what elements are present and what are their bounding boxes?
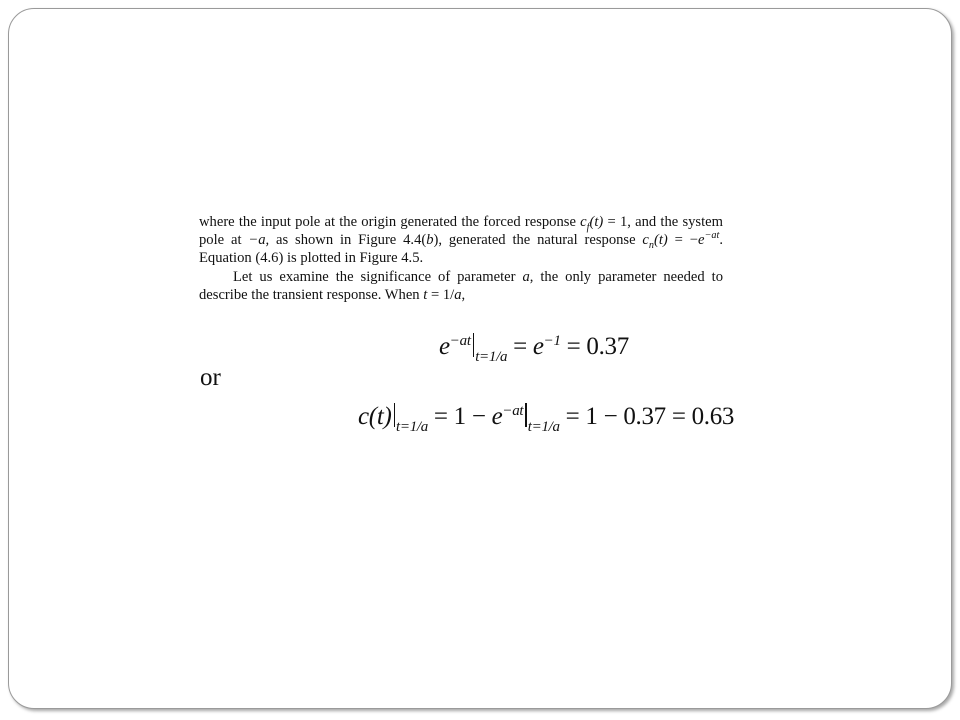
parameter-a: a (454, 286, 462, 303)
connector-word: or (200, 364, 221, 391)
evaluation-bar (394, 403, 396, 427)
text-run: , the only parameter needed to describe the transient response. When (199, 268, 724, 303)
equation-result: = 1 − 0.37 = 0.63 (559, 403, 735, 430)
excerpt-paragraph-2 (199, 268, 723, 304)
evaluation-point: t=1/a (475, 348, 508, 365)
text-run: where the input pole at the origin generated the forced response (199, 214, 581, 230)
equation-middle: = 1 − (427, 403, 492, 430)
excerpt-paragraph-1 (199, 213, 723, 268)
exponential-term: $e^{-at}$ (491, 403, 524, 430)
natural-response-symbol: $c_n(t)$ (642, 232, 668, 252)
evaluation-point: t=1/a (527, 418, 560, 435)
text-run: . Equation (4.6) is plotted in Figure 4.5. (199, 232, 723, 267)
textbook-excerpt (199, 213, 723, 304)
figure-part-label: b (426, 232, 434, 249)
evaluation-point: t=1/a (396, 418, 428, 435)
natural-response-exponential: $e^{-at}$ (697, 230, 720, 249)
text-run: = 1/ (427, 286, 455, 303)
text-run: , (461, 286, 466, 303)
evaluation-bar (525, 403, 527, 427)
evaluation-bar (473, 333, 475, 357)
parameter-a: a (522, 268, 530, 285)
exponential-value: $e^{-1}$ (532, 333, 561, 360)
forced-response-symbol: $c_f(t)$ (580, 214, 604, 233)
equation-result: = 0.37 (560, 333, 629, 360)
text-run: Let us examine the significance of parameter (233, 268, 523, 285)
text-run: = 1, and the system pole at (199, 214, 723, 249)
text-run: = − (667, 232, 698, 249)
equals-sign: = (507, 333, 533, 360)
equation-response-value (358, 403, 735, 435)
equation-time-constant (439, 333, 629, 365)
system-pole: −a, (248, 232, 270, 249)
time-variable: t (423, 286, 428, 303)
text-run: as shown in Figure 4.4( (269, 232, 427, 249)
response-function: c(t) (358, 403, 392, 430)
text-run: ), generated the natural response (433, 232, 643, 249)
exponential-term: $e^{-at}$ (439, 333, 471, 360)
